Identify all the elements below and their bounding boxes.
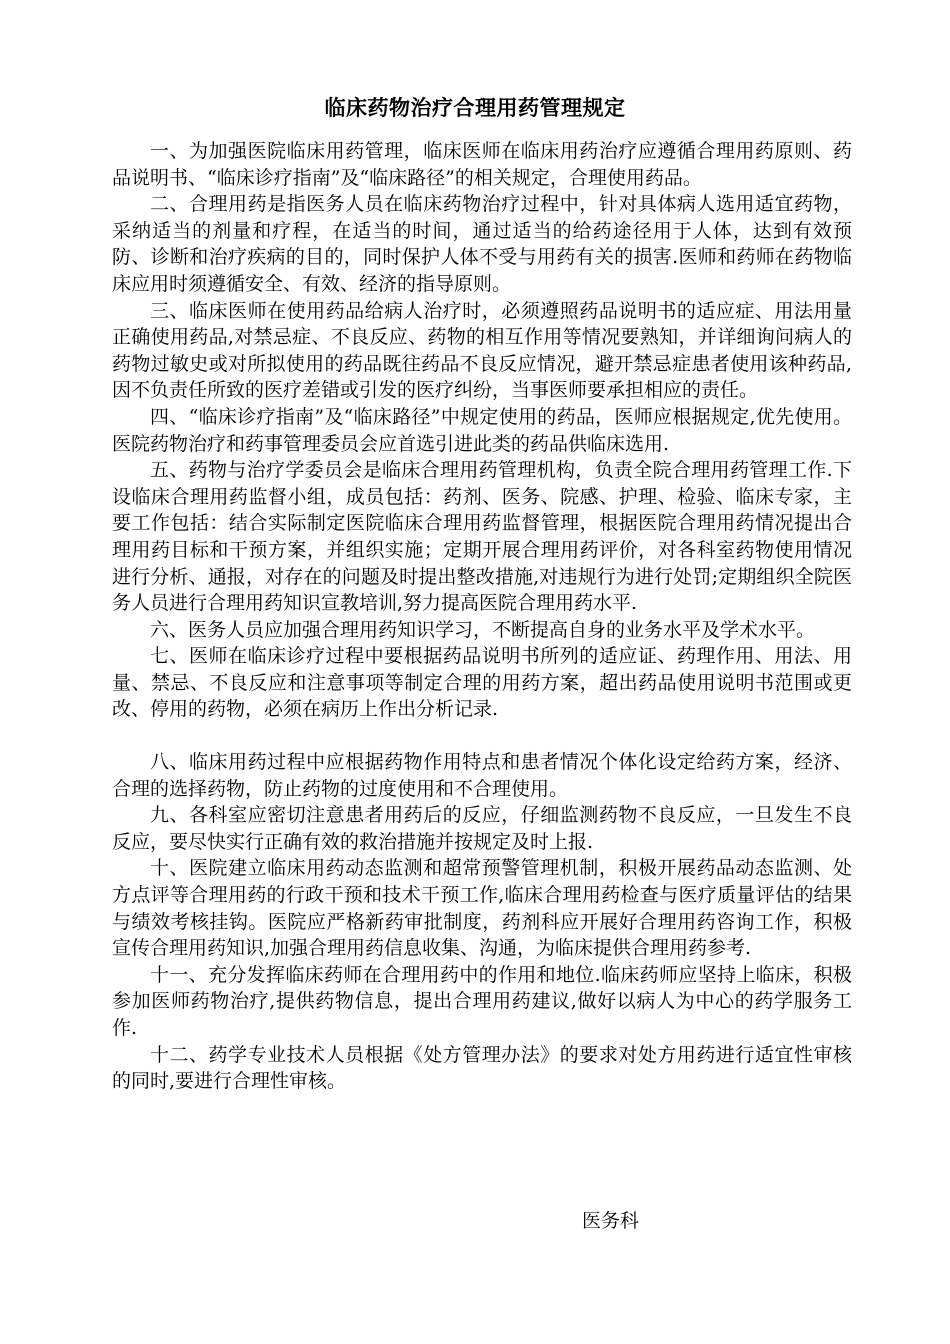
paragraph-7: 七、医师在临床诊疗过程中要根据药品说明书所列的适应证、药理作用、用法、用量、禁忌、不良反应和注意事项等制定合理的用药方案，超出药品使用说明书范围或更改、停用的药物，必须在病历上作出分析记录. — [112, 645, 852, 721]
paragraph-spacer — [112, 723, 852, 749]
paragraph-5: 五、药物与治疗学委员会是临床合理用药管理机构，负责全院合理用药管理工作.下设临床合理用药监督小组，成员包括：药剂、医务、院感、护理、检验、临床专家，主要工作包括：结合实际制定医院临床合理用药监督管理，根据医院合理用药情况提出合理用药目标和干预方案，并组织实施；定期开展合理用药评价，对各科室药物使用情况进行分析、通报，对存在的问题及时提出整改措施,对违规行为进行处罚;定期组织全院医务人员进行合理用药知识宣教培训,努力提高医院合理用药水平. — [112, 459, 852, 615]
paragraph-9: 九、各科室应密切注意患者用药后的反应，仔细监测药物不良反应，一旦发生不良反应，要尽快实行正确有效的救治措施并按规定及时上报. — [112, 804, 852, 853]
paragraph-8: 八、临床用药过程中应根据药物作用特点和患者情况个体化设定给药方案，经济、合理的选择药物，防止药物的过度使用和不合理使用。 — [112, 751, 852, 800]
paragraph-12: 十二、药学专业技术人员根据《处方管理办法》的要求对处方用药进行适宜性审核的同时,要进行合理性审核。 — [112, 1043, 852, 1093]
document-title: 临床药物治疗合理用药管理规定 — [324, 96, 626, 120]
paragraph-6: 六、医务人员应加强合理用药知识学习，不断提高自身的业务水平及学术水平。 — [150, 618, 816, 641]
paragraph-1: 一、为加强医院临床用药管理，临床医师在临床用药治疗应遵循合理用药原则、药品说明书、“临床诊疗指南”及“临床路径”的相关规定，合理使用药品。 — [112, 140, 852, 189]
paragraph-3: 三、临床医师在使用药品给病人治疗时，必须遵照药品说明书的适应症、用法用量正确使用药品,对禁忌症、不良反应、药物的相互作用等情况要熟知，并详细询问病人的药物过敏史或对所拟使用的药品既往药品不良反应情况，避开禁忌症患者使用该种药品,因不负责任所致的医疗差错或引发的医疗纠纷，当事医师要承担相应的责任。 — [112, 299, 852, 402]
document-body — [112, 138, 852, 1095]
paragraph-10: 十、医院建立临床用药动态监测和超常预警管理机制，积极开展药品动态监测、处方点评等合理用药的行政干预和技术干预工作,临床合理用药检查与医疗质量评估的结果与绩效考核挂钩。医院应严格新药审批制度，药剂科应开展好合理用药咨询工作，积极宣传合理用药知识,加强合理用药信息收集、沟通，为临床提供合理用药参考. — [112, 857, 852, 960]
paragraph-4: 四、“临床诊疗指南”及“临床路径”中规定使用的药品，医师应根据规定,优先使用。医院药物治疗和药事管理委员会应首选引进此类的药品供临床选用. — [112, 405, 852, 455]
paragraph-2: 二、合理用药是指医务人员在临床药物治疗过程中，针对具体病人选用适宜药物，采纳适当的剂量和疗程，在适当的时间，通过适当的给药途径用于人体，达到有效预防、诊断和治疗疾病的目的，同时保护人体不受与用药有关的损害.医师和药师在药物临床应用时须遵循安全、有效、经济的指导原则。 — [112, 193, 852, 295]
paragraph-11: 十一、充分发挥临床药师在合理用药中的作用和地位.临床药师应坚持上临床，积极参加医师药物治疗,提供药物信息，提出合理用药建议,做好以病人为中心的药学服务工作. — [112, 963, 852, 1039]
signature-department: 医务科 — [582, 1210, 640, 1232]
